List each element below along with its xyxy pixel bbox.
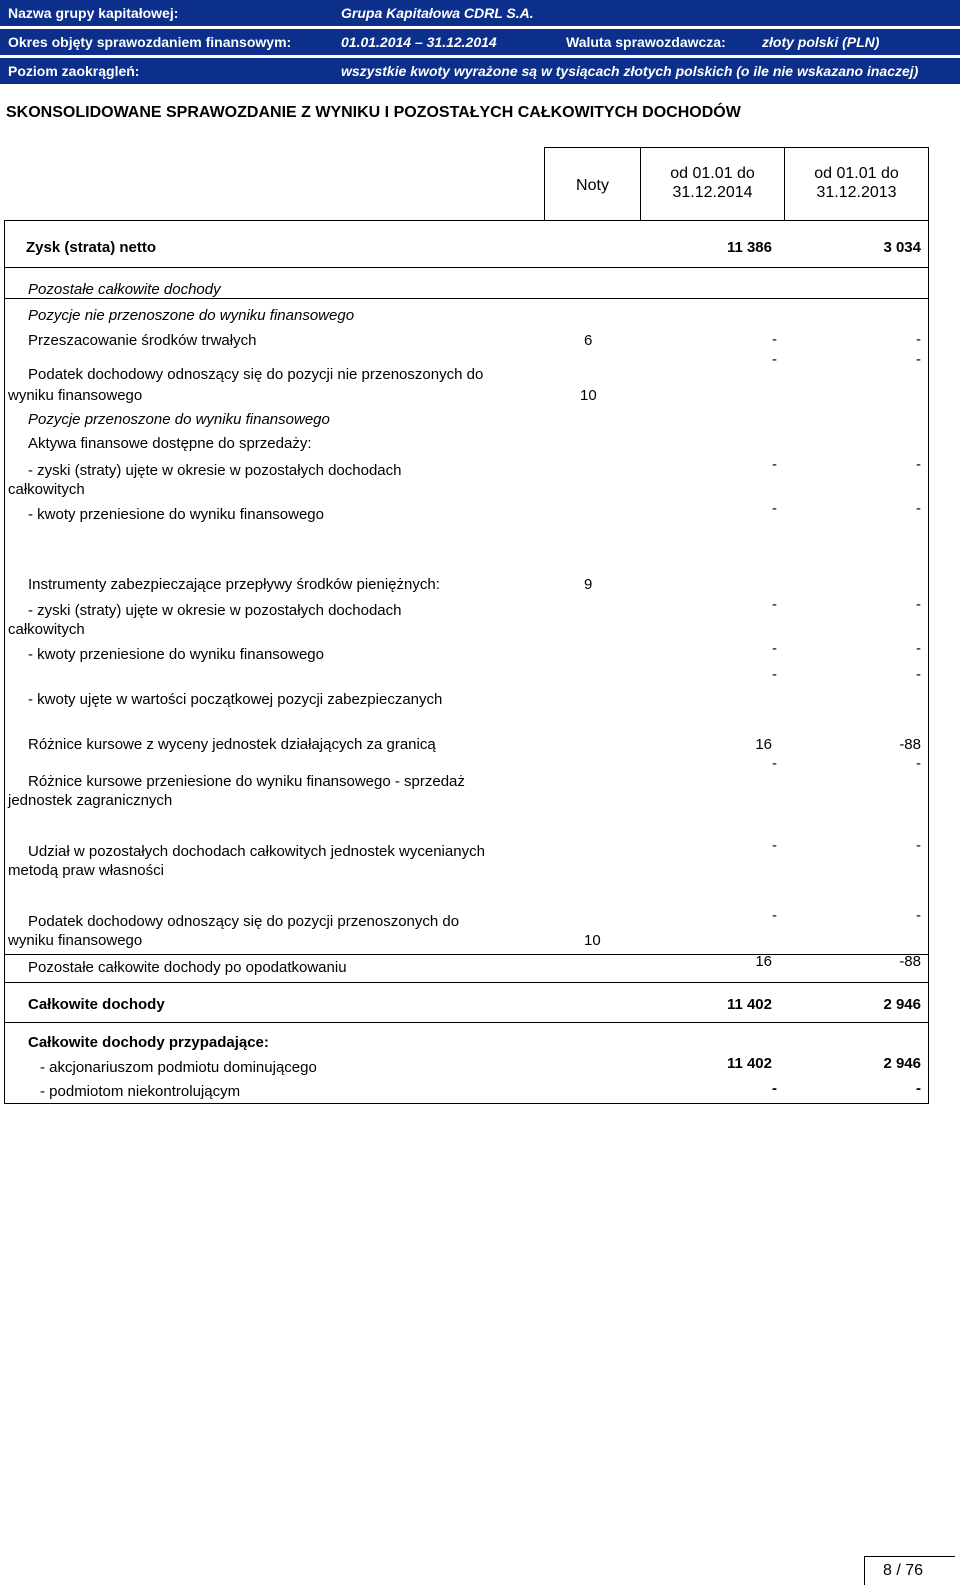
not-reclassified-heading: Pozycje nie przenoszone do wyniku finansowego: [28, 307, 355, 324]
hedge-gains-previous: -: [916, 596, 921, 613]
hedge-initial-label: - kwoty ujęte w wartości początkowej pozycji zabezpieczanych: [28, 691, 443, 708]
fx-differences-current: 16: [755, 736, 772, 753]
afs-gains-current: -: [772, 456, 777, 473]
fx-reclassified-label-line2: jednostek zagranicznych: [8, 792, 173, 809]
current-period-header-line2: 31.12.2014: [672, 184, 753, 201]
oci-after-tax-current: 16: [755, 953, 772, 970]
previous-period-header-line1: od 01.01 do: [814, 165, 899, 182]
rule-after-oci-after-tax: [4, 982, 929, 983]
equity-method-label-line1: Udział w pozostałych dochodach całkowitych jednostek wycenianych: [28, 843, 485, 860]
header-bar-period: [0, 29, 960, 55]
table-top-rule: [4, 220, 929, 221]
page-number: 8 / 76: [883, 1562, 924, 1579]
afs-reclassified-label: - kwoty przeniesione do wyniku finansowego: [28, 506, 324, 523]
hedge-heading: Instrumenty zabezpieczające przepływy środków pieniężnych:: [28, 576, 440, 593]
tax-reclass-label-line1: Podatek dochodowy odnoszący się do pozycji przenoszonych do: [28, 913, 460, 930]
oci-heading: Pozostałe całkowite dochody: [28, 281, 221, 298]
rounding-label: Poziom zaokrągleń:: [8, 63, 140, 79]
fx-reclassified-current: -: [772, 755, 777, 772]
nci-previous: -: [916, 1080, 921, 1097]
column-header-top-rule: [544, 147, 928, 148]
equity-method-current: -: [772, 837, 777, 854]
revaluation-label: Przeszacowanie środków trwałych: [28, 332, 257, 349]
parent-shareholders-current: 11 402: [726, 1055, 772, 1072]
statement-title: SKONSOLIDOWANE SPRAWOZDANIE Z WYNIKU I POZOSTAŁYCH CAŁKOWITYCH DOCHODÓW: [6, 104, 741, 121]
total-ci-label: Całkowite dochody: [28, 996, 165, 1013]
afs-reclassified-previous: -: [916, 500, 921, 517]
tax-not-reclass-previous: -: [916, 351, 921, 368]
column-header-divider-4: [928, 147, 929, 221]
afs-gains-label-line1: - zyski (straty) ujęte w okresie w pozostałych dochodach: [28, 462, 402, 479]
tax-not-reclass-label-line2: wyniku finansowego: [8, 387, 143, 404]
afs-gains-previous: -: [916, 456, 921, 473]
total-ci-current: 11 402: [726, 996, 772, 1013]
rule-after-total: [4, 1022, 929, 1023]
revaluation-note: 6: [584, 332, 593, 349]
table-left-rule: [4, 220, 5, 1104]
net-profit-label: Zysk (strata) netto: [26, 239, 157, 256]
hedge-gains-current: -: [772, 596, 777, 613]
hedge-gains-label-line1: - zyski (straty) ujęte w okresie w pozostałych dochodach: [28, 602, 402, 619]
fx-reclassified-label-line1: Różnice kursowe przeniesione do wyniku finansowego - sprzedaż: [28, 773, 465, 790]
group-value: Grupa Kapitałowa CDRL S.A.: [341, 5, 534, 21]
net-profit-previous: 3 034: [883, 239, 921, 256]
tax-reclass-previous: -: [916, 907, 921, 924]
nci-current: -: [772, 1080, 777, 1097]
current-period-header-line1: od 01.01 do: [670, 165, 755, 182]
afs-gains-label-line2: całkowitych: [8, 481, 85, 498]
fx-differences-label: Różnice kursowe z wyceny jednostek działających za granicą: [28, 736, 436, 753]
hedge-reclassified-label: - kwoty przeniesione do wyniku finansowego: [28, 646, 324, 663]
hedge-initial-previous: -: [916, 666, 921, 683]
tax-reclass-current: -: [772, 907, 777, 924]
group-label: Nazwa grupy kapitałowej:: [8, 5, 179, 21]
equity-method-label-line2: metodą praw własności: [8, 862, 164, 879]
reclassified-heading: Pozycje przenoszone do wyniku finansowego: [28, 411, 330, 428]
tax-reclass-note: 10: [584, 932, 601, 949]
hedge-note: 9: [584, 576, 593, 593]
tax-not-reclass-note: 10: [580, 387, 597, 404]
revaluation-previous: -: [916, 331, 921, 348]
rounding-value: wszystkie kwoty wyrażone są w tysiącach złotych polskich (o ile nie wskazano inaczej): [341, 63, 919, 79]
page-number-box: [864, 1556, 955, 1585]
nci-label: - podmiotom niekontrolującym: [40, 1083, 241, 1100]
hedge-reclassified-previous: -: [916, 640, 921, 657]
hedge-gains-label-line2: całkowitych: [8, 621, 85, 638]
revaluation-current: -: [772, 331, 777, 348]
parent-shareholders-previous: 2 946: [883, 1055, 921, 1072]
period-value: 01.01.2014 – 31.12.2014: [341, 34, 497, 50]
period-label: Okres objęty sprawozdaniem finansowym:: [8, 34, 292, 50]
notes-column-header: Noty: [576, 177, 609, 194]
previous-period-header-line2: 31.12.2013: [816, 184, 897, 201]
table-bottom-rule: [4, 1103, 929, 1104]
oci-after-tax-previous: -88: [899, 953, 921, 970]
afs-heading: Aktywa finansowe dostępne do sprzedaży:: [28, 435, 312, 452]
tax-not-reclass-current: -: [772, 351, 777, 368]
hedge-reclassified-current: -: [772, 640, 777, 657]
header-bar-rounding: [0, 58, 960, 84]
equity-method-previous: -: [916, 837, 921, 854]
fx-reclassified-previous: -: [916, 755, 921, 772]
tax-reclass-label-line2: wyniku finansowego: [8, 932, 143, 949]
afs-reclassified-current: -: [772, 500, 777, 517]
net-profit-current: 11 386: [726, 239, 772, 256]
currency-label: Waluta sprawozdawcza:: [566, 34, 726, 50]
header-bar-group: [0, 0, 960, 26]
fx-differences-previous: -88: [899, 736, 921, 753]
hedge-initial-current: -: [772, 666, 777, 683]
rule-after-net-profit: [4, 267, 929, 268]
attributable-heading: Całkowite dochody przypadające:: [28, 1034, 269, 1051]
total-ci-previous: 2 946: [883, 996, 921, 1013]
currency-value: złoty polski (PLN): [762, 34, 880, 50]
table-right-rule: [928, 220, 929, 1104]
parent-shareholders-label: - akcjonariuszom podmiotu dominującego: [40, 1059, 317, 1076]
oci-after-tax-label: Pozostałe całkowite dochody po opodatkowaniu: [28, 959, 347, 976]
tax-not-reclass-label-line1: Podatek dochodowy odnoszący się do pozycji nie przenoszonych do: [28, 366, 484, 383]
